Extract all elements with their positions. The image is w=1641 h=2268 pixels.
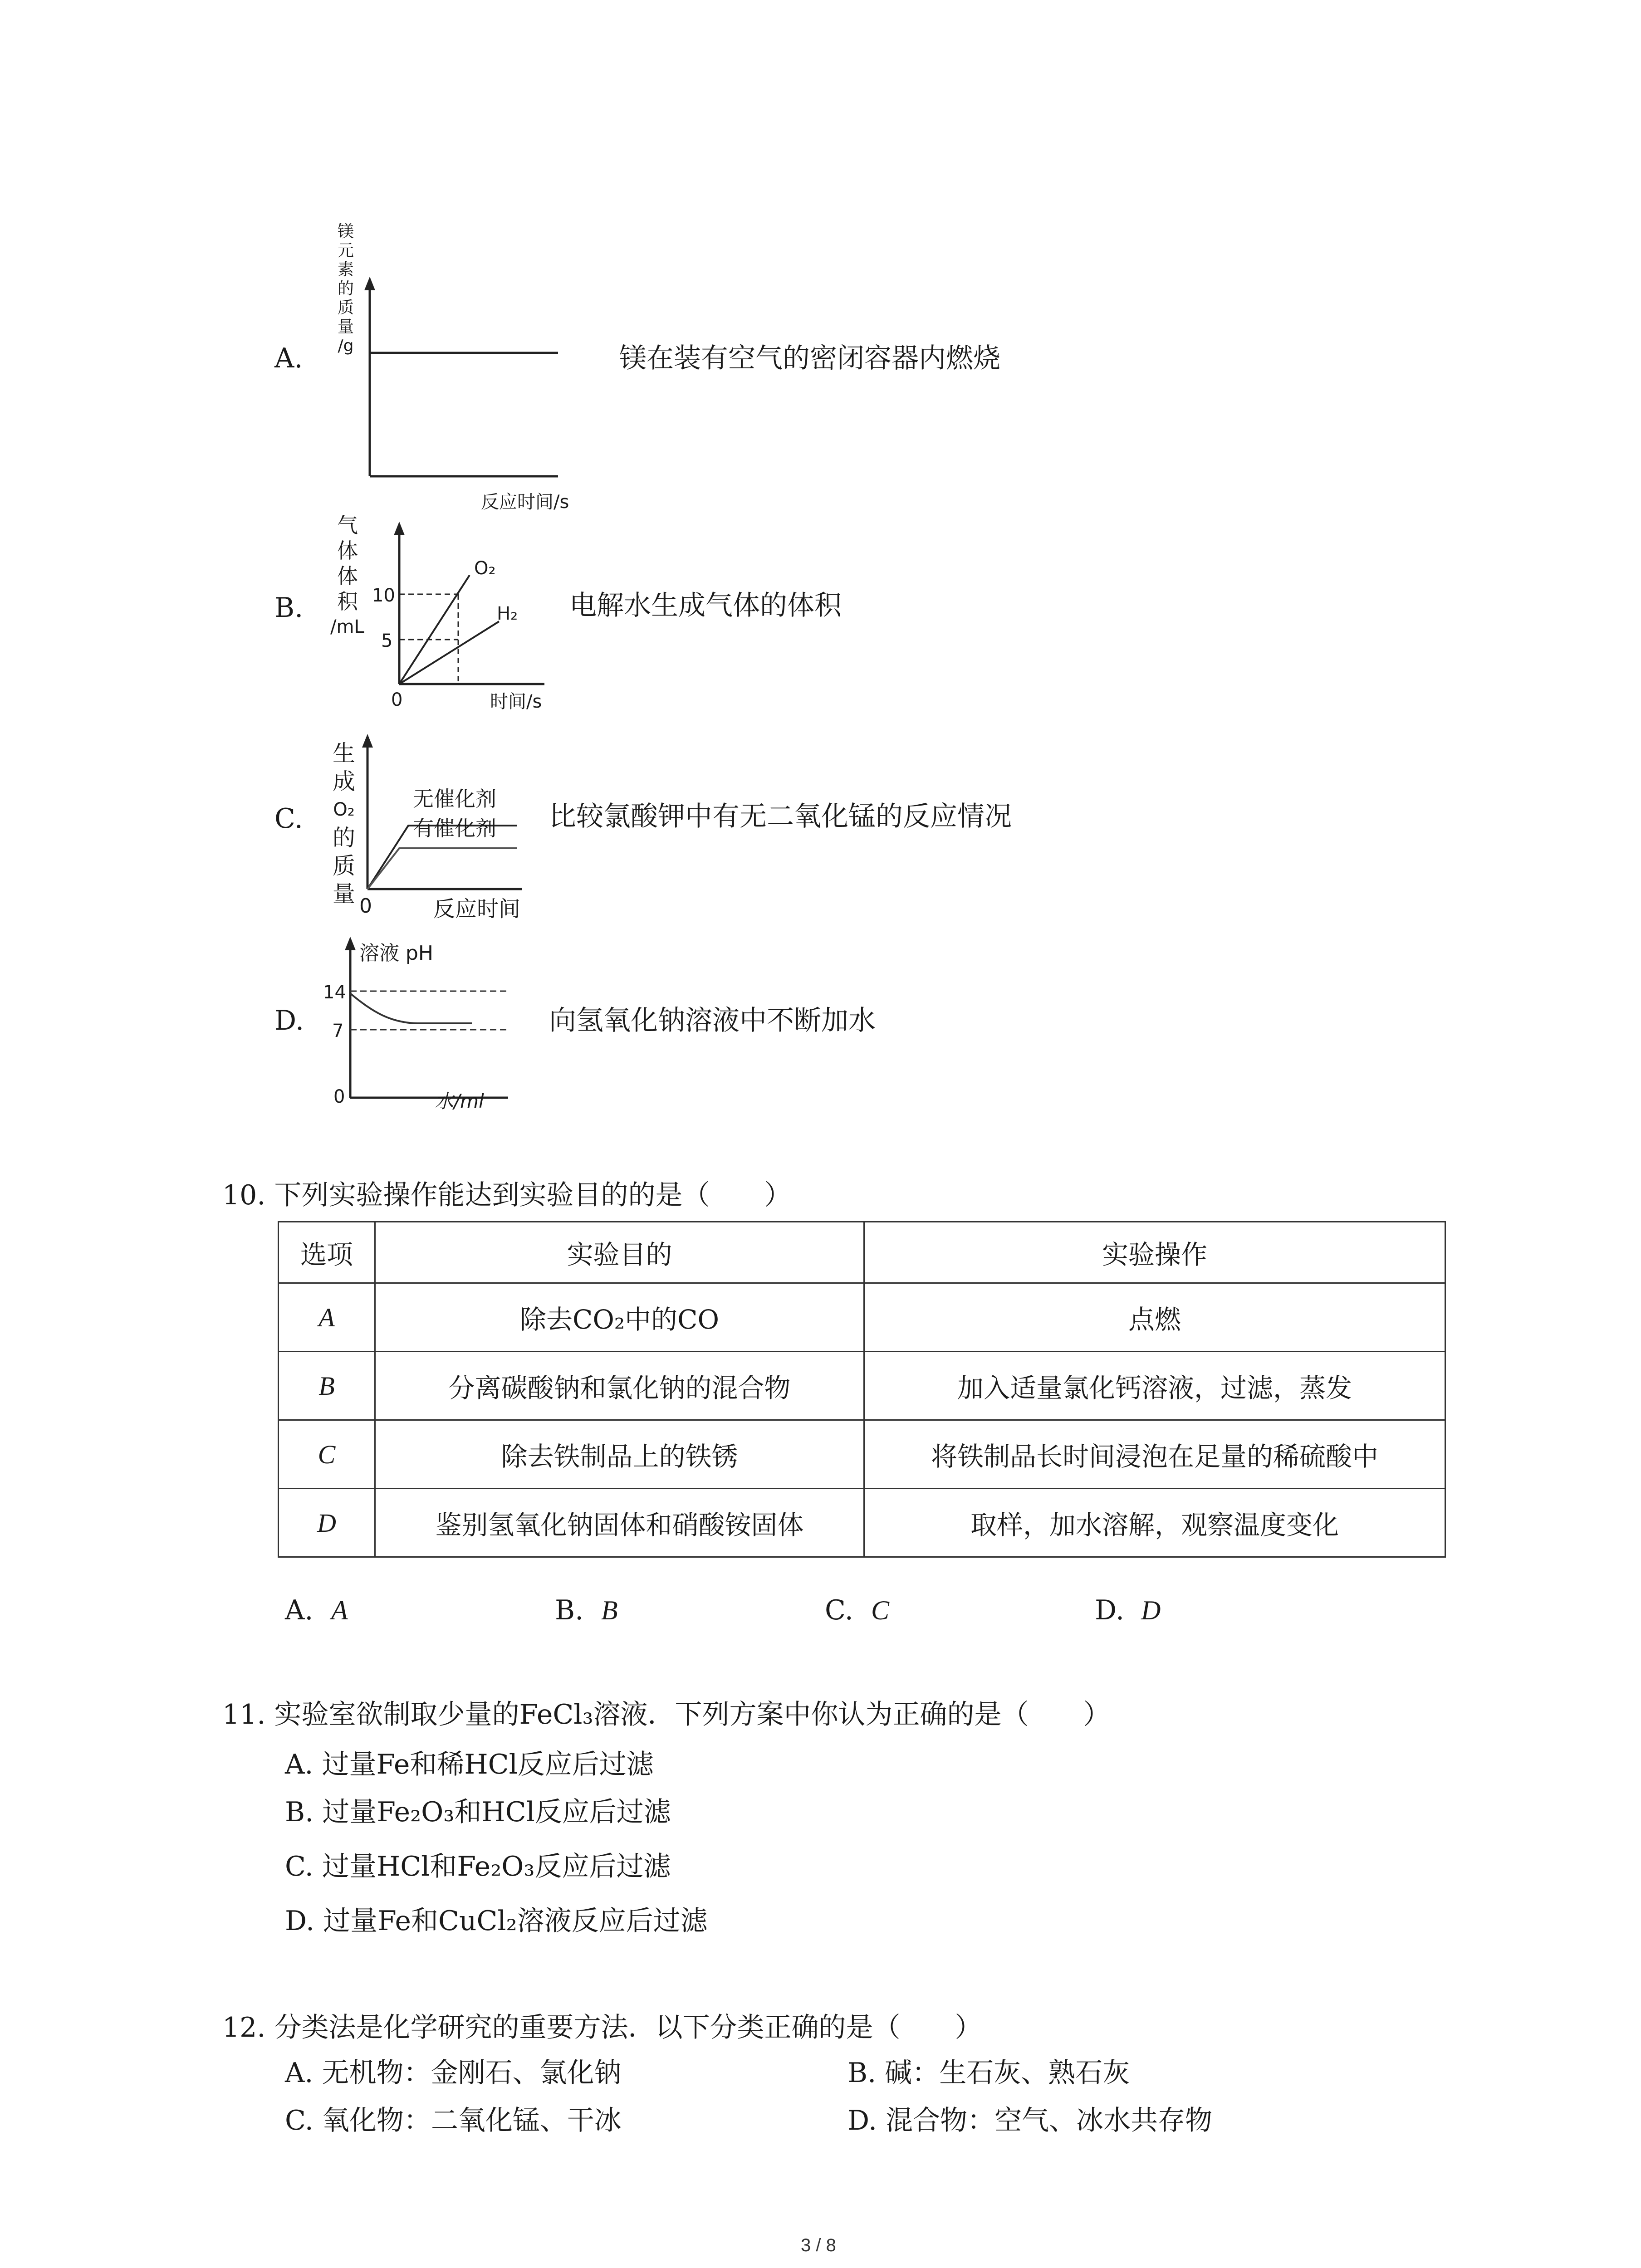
- question-stem: 10. 下列实验操作能达到实验目的的是（ ）: [222, 1179, 792, 1211]
- option-a: A. 过量Fe和稀HCl反应后过滤: [285, 1749, 654, 1780]
- row-operation: 点燃: [864, 1283, 1445, 1352]
- choice-value: D: [1141, 1595, 1161, 1625]
- y-axis-label: 镁 元 素 的 质 量 /g: [337, 222, 354, 355]
- option-d: D. 混合物：空气、冰水共存物: [847, 2105, 1213, 2136]
- y-axis-label: 溶液 pH: [359, 942, 434, 965]
- option-label: C.: [274, 803, 303, 835]
- ph-curve: [350, 993, 472, 1023]
- question-stem: 11. 实验室欲制取少量的FeCl₃溶液．下列方案中你认为正确的是（ ）: [222, 1699, 1111, 1730]
- tick-5: 5: [381, 631, 393, 651]
- option-c: C. 氧化物：二氧化锰、干冰: [285, 2105, 622, 2136]
- experiment-table: [278, 1221, 1446, 1558]
- figure-caption: 镁在装有空气的密闭容器内燃烧: [619, 342, 1000, 374]
- header-operation: 实验操作: [864, 1222, 1445, 1283]
- y-axis-arrow: [362, 734, 373, 748]
- x-axis-label: 反应时间/s: [481, 492, 569, 513]
- option-b: B. 过量Fe₂O₃和HCl反应后过滤: [285, 1796, 671, 1828]
- row-option: B: [279, 1352, 375, 1420]
- option-b: B. 碱：生石灰、熟石灰: [847, 2057, 1130, 2089]
- row-goal: 分离碳酸钠和氯化钠的混合物: [375, 1352, 864, 1420]
- option-label: B.: [274, 592, 304, 624]
- row-goal: 除去铁制品上的铁锈: [375, 1420, 864, 1489]
- table-header-row: [279, 1222, 1445, 1283]
- row-operation: 加入适量氯化钙溶液，过滤，蒸发: [864, 1352, 1445, 1420]
- x-axis-label: 时间/s: [490, 691, 542, 712]
- choice-value: C: [871, 1595, 890, 1625]
- graph-d-axes: [0, 0, 5, 5]
- y-axis-arrow: [364, 277, 375, 290]
- label-no-catalyst: 无催化剂: [413, 787, 496, 811]
- option-label: D.: [274, 1005, 304, 1036]
- choice-value: B: [601, 1595, 618, 1625]
- choice-value: A: [331, 1595, 348, 1625]
- y-axis-arrow: [345, 937, 356, 950]
- tick-14: 14: [323, 982, 346, 1003]
- origin-label: 0: [359, 894, 372, 918]
- row-operation: 将铁制品长时间浸泡在足量的稀硫酸中: [864, 1420, 1445, 1489]
- question-stem: 12. 分类法是化学研究的重要方法．以下分类正确的是（ ）: [222, 2012, 982, 2043]
- tick-10: 10: [372, 585, 395, 606]
- row-option: C: [279, 1420, 375, 1489]
- figure-caption: 电解水生成气体的体积: [569, 590, 842, 621]
- choice-label: A.: [285, 1594, 314, 1626]
- table-row: [279, 1420, 1445, 1489]
- header-goal: 实验目的: [375, 1222, 864, 1283]
- y-axis-arrow: [394, 522, 405, 535]
- figure-caption: 向氢氧化钠溶液中不断加水: [549, 1005, 876, 1036]
- row-goal: 鉴别氢氧化钠固体和硝酸铵固体: [375, 1489, 864, 1557]
- table-row: [279, 1489, 1445, 1557]
- table-row: [279, 1352, 1445, 1420]
- label-catalyst: 有催化剂: [413, 816, 496, 841]
- choice-label: D.: [1095, 1594, 1125, 1626]
- o2-line: [399, 575, 470, 684]
- row-option: A: [279, 1283, 375, 1352]
- table-row: [279, 1283, 1445, 1352]
- h2-line: [399, 621, 499, 684]
- figure-caption: 比较氯酸钾中有无二氧化锰的反应情况: [549, 801, 1012, 832]
- tick-7: 7: [332, 1021, 344, 1041]
- option-label: A.: [274, 342, 303, 374]
- row-operation: 取样，加水溶解，观察温度变化: [864, 1489, 1445, 1557]
- h2-label: H₂: [497, 603, 518, 624]
- row-goal: 除去CO₂中的CO: [375, 1283, 864, 1352]
- origin-label: 0: [333, 1086, 345, 1107]
- row-option: D: [279, 1489, 375, 1557]
- x-axis-label: 水/ml: [435, 1090, 484, 1112]
- header-option: 选项: [279, 1222, 375, 1283]
- option-d: D. 过量Fe和CuCl₂溶液反应后过滤: [285, 1905, 708, 1937]
- option-c: C. 过量HCl和Fe₂O₃反应后过滤: [285, 1851, 671, 1882]
- o2-label: O₂: [474, 558, 496, 579]
- y-axis-label: 生 成 O₂ 的 质 量: [333, 740, 355, 907]
- x-axis-label: 反应时间: [433, 896, 521, 922]
- y-axis-label: 气 体 体 积 /mL: [330, 513, 364, 637]
- origin-label: 0: [391, 689, 403, 710]
- choice-label: B.: [555, 1594, 584, 1626]
- page-number: 3 / 8: [801, 2235, 836, 2255]
- option-a: A. 无机物：金刚石、氯化钠: [285, 2057, 622, 2089]
- choice-label: C.: [825, 1594, 853, 1626]
